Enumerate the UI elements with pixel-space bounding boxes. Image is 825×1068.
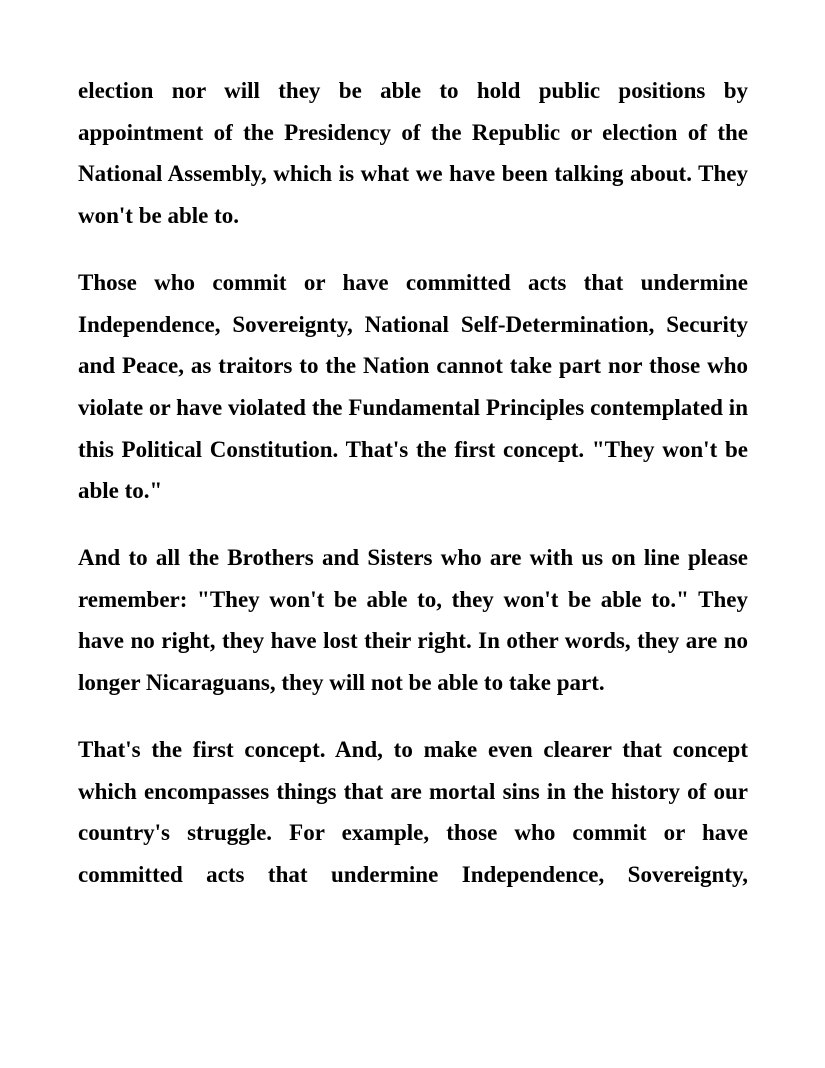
paragraph: Those who commit or have committed acts that undermine Independence, Sovereignty, National Self-Determination, Security and Peace, as traitors to the Nation cannot take part nor those who violate or have violated the Fundamental Principles contemplated in this Political Constitution. That's the first concept. "They won't be able to." — [78, 269, 748, 504]
document-page — [78, 70, 748, 921]
paragraph: election nor will they be able to hold public positions by appointment of the Presidency of the Republic or election of the National Assembly, which is what we have been talking about. They won't be able to. — [78, 78, 748, 229]
paragraph: And to all the Brothers and Sisters who are with us on line please remember: "They won't be able to, they won't be able to." They have no right, they have lost their right. In other words, they are no longer Nicaraguans, they will not be able to take part. — [78, 545, 748, 696]
paragraph: That's the first concept. And, to make even clearer that concept which encompasses things that are mortal sins in the history of our country's struggle. For example, those who commit or have committed acts that undermine Independence, Sovereignty, — [78, 736, 748, 887]
